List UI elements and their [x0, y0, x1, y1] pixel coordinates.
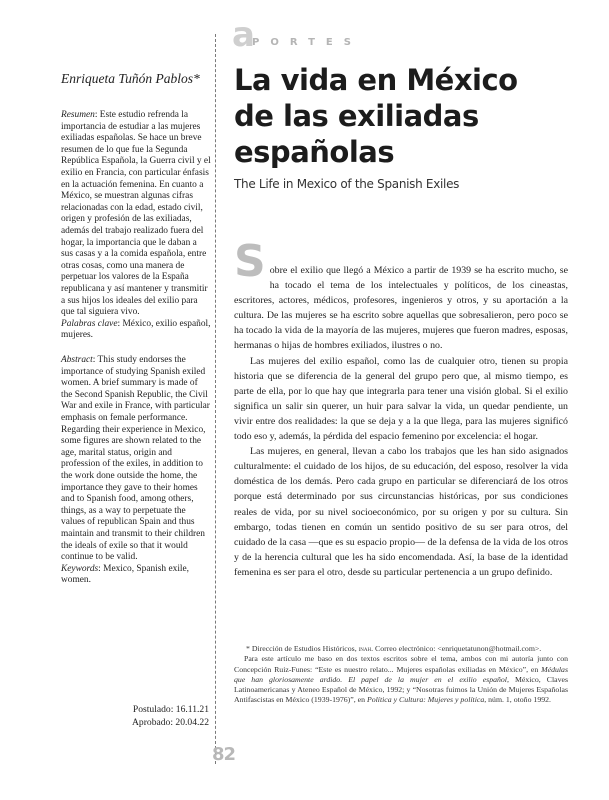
footnote-2-a: Para este artículo me baso en dos textos escritos sobre el tema, ambos con mi autoría junto con Concepción Ruiz-Funes: “Este es nuestro relato... Mujeres españolas exiliadas en México”, en	[234, 654, 568, 674]
abstract-english-body: : This study endorses the importance of studying Spanish exiled women. A brief summary is made of the Second Spanish Republic, the Civil War and exile in France, with particular emphasis on female performance. Regarding their experience in Mexico, some figures are shown related to the age, marital status, origin and profession of the exiles, in addition to the work done outside the home, the importance they gave to their homes and to Spanish food, among others, things, as a way to perpetuate the values of republican Spain and thus maintain and transmit to their children the ideals of exile so that it would continue to be valid.	[61, 355, 210, 563]
footnote-2	[234, 654, 568, 705]
footnote-1-pre: * Dirección de Estudios Históricos,	[246, 644, 359, 653]
abstract-english-label: Abstract	[61, 355, 93, 365]
footnote-1-post: . Correo electrónico: <enriquetatunon@hotmail.com>.	[371, 644, 542, 653]
footnote-2-d: Política y Cultura: Mujeres y política	[366, 695, 485, 705]
abstract-english	[61, 355, 211, 587]
footnote-2-e: , núm. 1, otoño 1992.	[484, 695, 551, 705]
body-paragraph-1	[234, 236, 568, 354]
submission-dates	[61, 704, 209, 729]
posted-date: Postulado: 16.11.21	[132, 704, 209, 715]
footnote-2-b: Médulas que han gloriosamente ardido. El papel de la mujer en el exilio español	[234, 664, 568, 684]
abstract-spanish-body: : Este estudio refrenda la importancia de estudiar a las mujeres exiliadas españolas. Se hace un breve resumen de lo que fue la Segunda República Española, la Guerra civil y el exilio en Francia, con particular énfasis en la actuación femenina. En cuanto a México, se muestran algunas cifras relacionadas con la edad, estado civil, origen y profesión de las exiliadas, además del trabajo realizado fuera del hogar, la importancia que le daban a sus casas y a la comida española, entre otras cosas, como una manera de perpetuar los valores de la España republicana y así mantener y transmitir a sus hijos los ideales del exilio para que tal siguiera vivo.	[61, 110, 211, 318]
keywords-english-label: Keywords	[61, 563, 99, 574]
body-paragraph-2: Las mujeres del exilio español, como las de cualquier otro, tienen su propia historia que se diferencia de la general del grupo pero que, al mismo tiempo, es parte de ella, por lo que hay que integrarla para tener una visión global. Si el exilio significa un salir sin querer, un huir para salvar la vida, un quedar pendiente, un vivir entre dos realidades: la que se deja y a la que llega, para las mujeres significó todo eso y, además, la pérdida del espacio femenino por excelencia: el hogar.	[234, 355, 568, 443]
footnote-2-c: , México, Claves Latinoamericanas y Ateneo Español de México, 1992; y “Nosotras fuimos la Unión de Mujeres Españolas Antifascistas en México (1939-1976)”, en	[234, 674, 568, 705]
approved-date: Aprobado: 20.04.22	[131, 716, 209, 728]
section-tag-letter: a	[232, 15, 255, 55]
section-tag-word: PORTES	[252, 37, 362, 48]
body-paragraph-1-text: obre el exilio que llegó a México a partir de 1939 se ha escrito mucho, se ha tocado el tema de los intelectuales y políticos, de los cineastas, escritores, actores, médicos, profesores, ingenieros y otros, y su aportación a la cultura. De las mujeres se ha escrito sobre aquellas que sobresalieron, pero poco se ha tocado la vida de la mayoría de las mujeres, mujeres que fueron madres, esposas, hermanas o hijas de hombres exiliados, ilustres o no.	[234, 265, 568, 352]
abstract-english-text	[61, 355, 211, 564]
article-body	[234, 236, 568, 580]
keywords-english-text: : Mexico, Spanish exile, women.	[61, 563, 190, 586]
keywords-spanish	[61, 319, 211, 342]
abstract-spanish-text	[61, 110, 211, 319]
article-subtitle: The Life in Mexico of the Spanish Exiles	[234, 177, 460, 191]
abstract-spanish-label: Resumen	[61, 110, 95, 120]
footnote-1	[234, 644, 568, 654]
keywords-spanish-label: Palabras clave	[61, 318, 118, 329]
keywords-spanish-text: : México, exilio español, mujeres.	[61, 318, 211, 341]
abstract-spanish	[61, 110, 211, 342]
footnotes	[234, 644, 568, 706]
drop-cap: S	[234, 236, 266, 287]
page-number: 82	[212, 744, 236, 765]
article-title: La vida en México de las exiliadas españolas	[234, 63, 518, 169]
body-paragraph-3: Las mujeres, en general, llevan a cabo los trabajos que les han sido asignados culturalmente: el cuidado de los hijos, de su educación, del esposo, resolver la vida doméstica de los demás. Pero cada grupo en particular se diferenciará de los otros porque está determinado por sus circunstancias históricas, por sus condiciones reales de vida, por su nivel socioeconómico, por su origen y por su cultura. Sin embargo, todas tienen en común un sentido positivo de su ser para otros, del cuidado de la casa —que es su espacio propio— de la defensa de la vida de los otros y de la herencia cultural que les ha sido encomendada. Así, la base de la identidad femenina es ser para el otro, desde su particular pertenencia a un grupo definido.	[234, 446, 568, 578]
footnote-1-inah: inah	[358, 644, 372, 653]
keywords-english	[61, 564, 211, 587]
column-divider	[215, 34, 216, 764]
author-name: Enriqueta Tuñón Pablos*	[61, 71, 200, 86]
